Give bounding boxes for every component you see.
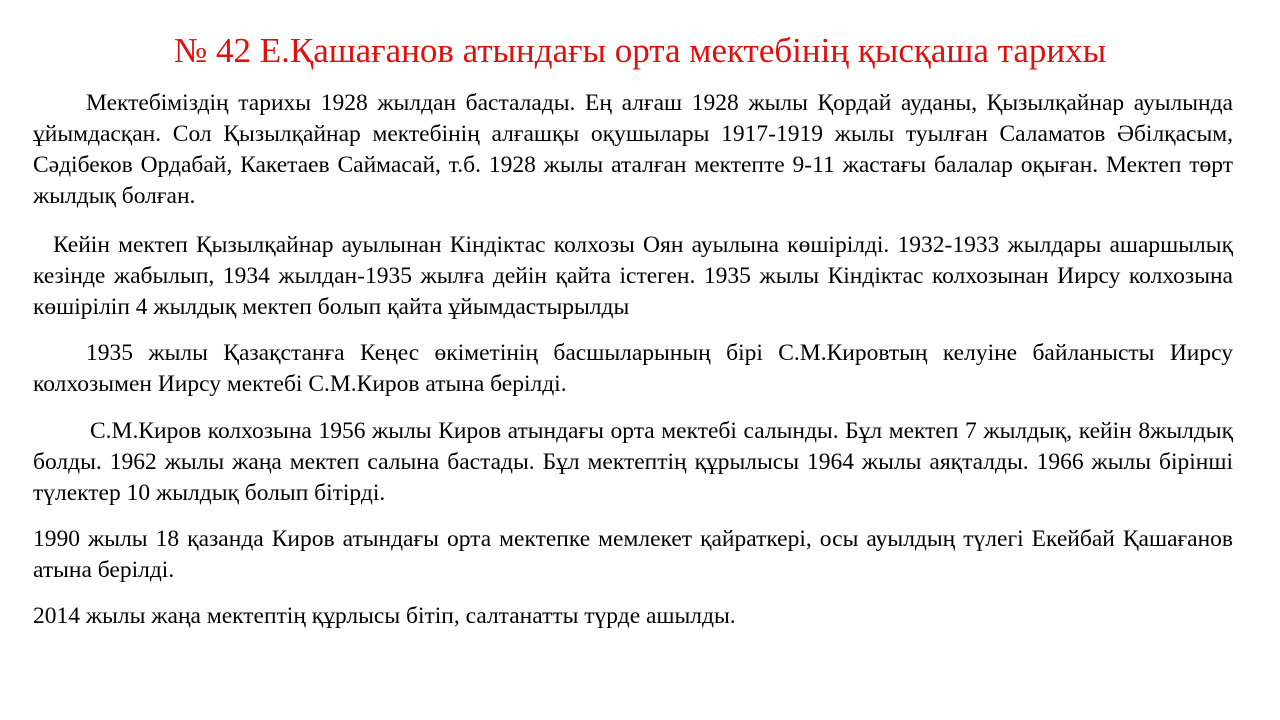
paragraph-6: 2014 жылы жаңа мектептің құрлысы бітіп, салтанатты түрде ашылды. (33, 603, 736, 629)
paragraph-1: Мектебіміздің тарихы 1928 жылдан басталады. Ең алғаш 1928 жылы Қордай ауданы, Қызылқайнар ауылында ұйымдасқан. Сол Қызылқайнар мектебінің алғашқы оқушылары 1917-1919 жылы туылған Саламатов Әбілқасым, Сәдібеков Ордабай, Какетаев Саймасай, т.б. 1928 жылы аталған мектепте 9-11 жастағы балалар оқыған. Мектеп төрт жылдық болған. (33, 90, 1233, 209)
paragraph-3: 1935 жылы Қазақстанға Кеңес өкіметінің басшыларының бірі С.М.Кировтың келуіне байланысты Иирсу колхозымен Иирсу мектебі С.М.Киров атына берілді. (33, 340, 1233, 397)
paragraph-5: 1990 жылы 18 қазанда Киров атындағы орта мектепке мемлекет қайраткері, осы ауылдың түлегі Екейбай Қашағанов атына берілді. (33, 526, 1233, 583)
slide-body (33, 88, 1233, 632)
slide-title: № 42 Е.Қашағанов атындағы орта мектебінің қысқаша тарихы (173, 31, 1107, 70)
paragraph-4: С.М.Киров колхозына 1956 жылы Киров атындағы орта мектебі салынды. Бұл мектеп 7 жылдық, кейін 8жылдық болды. 1962 жылы жаңа мектеп салына бастады. Бұл мектептің құрылысы 1964 жылы аяқталды. 1966 жылы бірінші түлектер 10 жылдық болып бітірді. (33, 418, 1233, 506)
paragraph-2: Кейін мектеп Қызылқайнар ауылынан Кіндіктас колхозы Оян ауылына көшірілді. 1932-1933 жылдары ашаршылық кезінде жабылып, 1934 жылдан-1935 жылға дейін қайта істеген. 1935 жылы Кіндіктас колхозынан Иирсу колхозына көшіріліп 4 жылдық мектеп болып қайта ұйымдастырылды (33, 232, 1233, 320)
